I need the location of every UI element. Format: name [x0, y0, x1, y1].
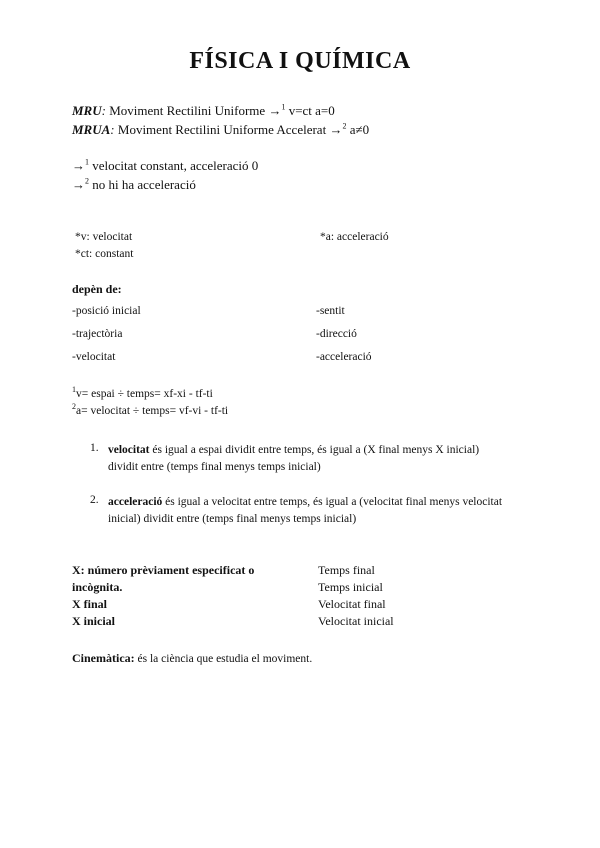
note-1-text: velocitat constant, acceleració 0 [89, 158, 259, 173]
glossary-right-3: Velocitat final [318, 597, 386, 611]
depen-left-2: -trajectòria [72, 328, 123, 340]
arrow-icon: → [329, 122, 343, 137]
depen-left-3: -velocitat [72, 351, 116, 363]
depen-right-3: -acceleració [316, 351, 372, 363]
cinematica-text: és la ciència que estudia el moviment. [134, 653, 313, 665]
note-2-sup: 2 [85, 176, 89, 186]
formula-1 [72, 385, 213, 400]
list-item-1-text: és igual a espai dividit entre temps, és igual a (X final menys X inicial) dividit entre (temps final menys temps inicial) [108, 444, 480, 473]
glossary-left-2: incògnita. [72, 580, 123, 594]
legend-v: *v: velocitat [75, 231, 133, 243]
note-2-text: no hi ha acceleració [89, 177, 196, 192]
mrua-line [72, 122, 369, 138]
mru-formula: v=ct a=0 [285, 103, 335, 118]
mrua-abbr: MRUA [72, 122, 111, 137]
glossary-right-1: Temps final [318, 563, 375, 577]
note-2 [72, 177, 196, 193]
depen-right-1: -sentit [316, 305, 345, 317]
mru-name: Moviment Rectilini Uniforme [105, 103, 269, 118]
list-num-1: 1. [90, 442, 99, 454]
mru-line [72, 103, 335, 119]
list-item-2-term: acceleració [108, 496, 163, 508]
glossary-left-3: X final [72, 597, 108, 611]
list-item-2 [108, 494, 528, 528]
depen-left-1: -posició inicial [72, 305, 141, 317]
mrua-name: Moviment Rectilini Uniforme Accelerat [114, 122, 330, 137]
list-item-1-term: velocitat [108, 444, 150, 456]
depen-heading: depèn de: [72, 282, 122, 296]
note-1-sup: 1 [85, 157, 89, 167]
glossary-right-4: Velocitat inicial [318, 614, 394, 628]
legend-ct: *ct: constant [75, 248, 134, 260]
glossary-right-2: Temps inicial [318, 580, 383, 594]
list-item-2-text: és igual a velocitat entre temps, és igual a (velocitat final menys velocitat inicial) dividit entre (temps final menys temps inicial) [108, 496, 503, 525]
list-num-2: 2. [90, 494, 99, 506]
mru-abbr: MRU [72, 103, 102, 118]
formula-2-text: a= velocitat ÷ temps= vf-vi - tf-ti [76, 405, 229, 417]
mru-sup: 1 [281, 102, 286, 112]
legend-a: *a: acceleració [320, 231, 389, 243]
glossary-left-1: X: número prèviament especificat o [72, 563, 255, 577]
list-item-1 [108, 442, 508, 476]
formula-2-sup: 2 [72, 402, 76, 412]
mrua-formula: a≠0 [346, 122, 370, 137]
arrow-icon: → [268, 103, 282, 118]
formula-1-text: v= espai ÷ temps= xf-xi - tf-ti [76, 388, 213, 400]
cinematica-term: Cinemàtica: [72, 651, 135, 665]
mru-colon: : [101, 103, 106, 118]
arrow-icon: → [72, 177, 85, 192]
cinematica-definition [72, 651, 312, 666]
page-title: FÍSICA I QUÍMICA [189, 48, 411, 74]
note-1 [72, 158, 258, 174]
glossary-left-4: X inicial [72, 614, 116, 628]
mrua-colon: : [110, 122, 115, 137]
formula-1-sup: 1 [72, 385, 76, 395]
mrua-sup: 2 [342, 121, 347, 131]
formula-2 [72, 402, 229, 417]
depen-right-2: -direcció [316, 328, 357, 340]
arrow-icon: → [72, 158, 85, 173]
